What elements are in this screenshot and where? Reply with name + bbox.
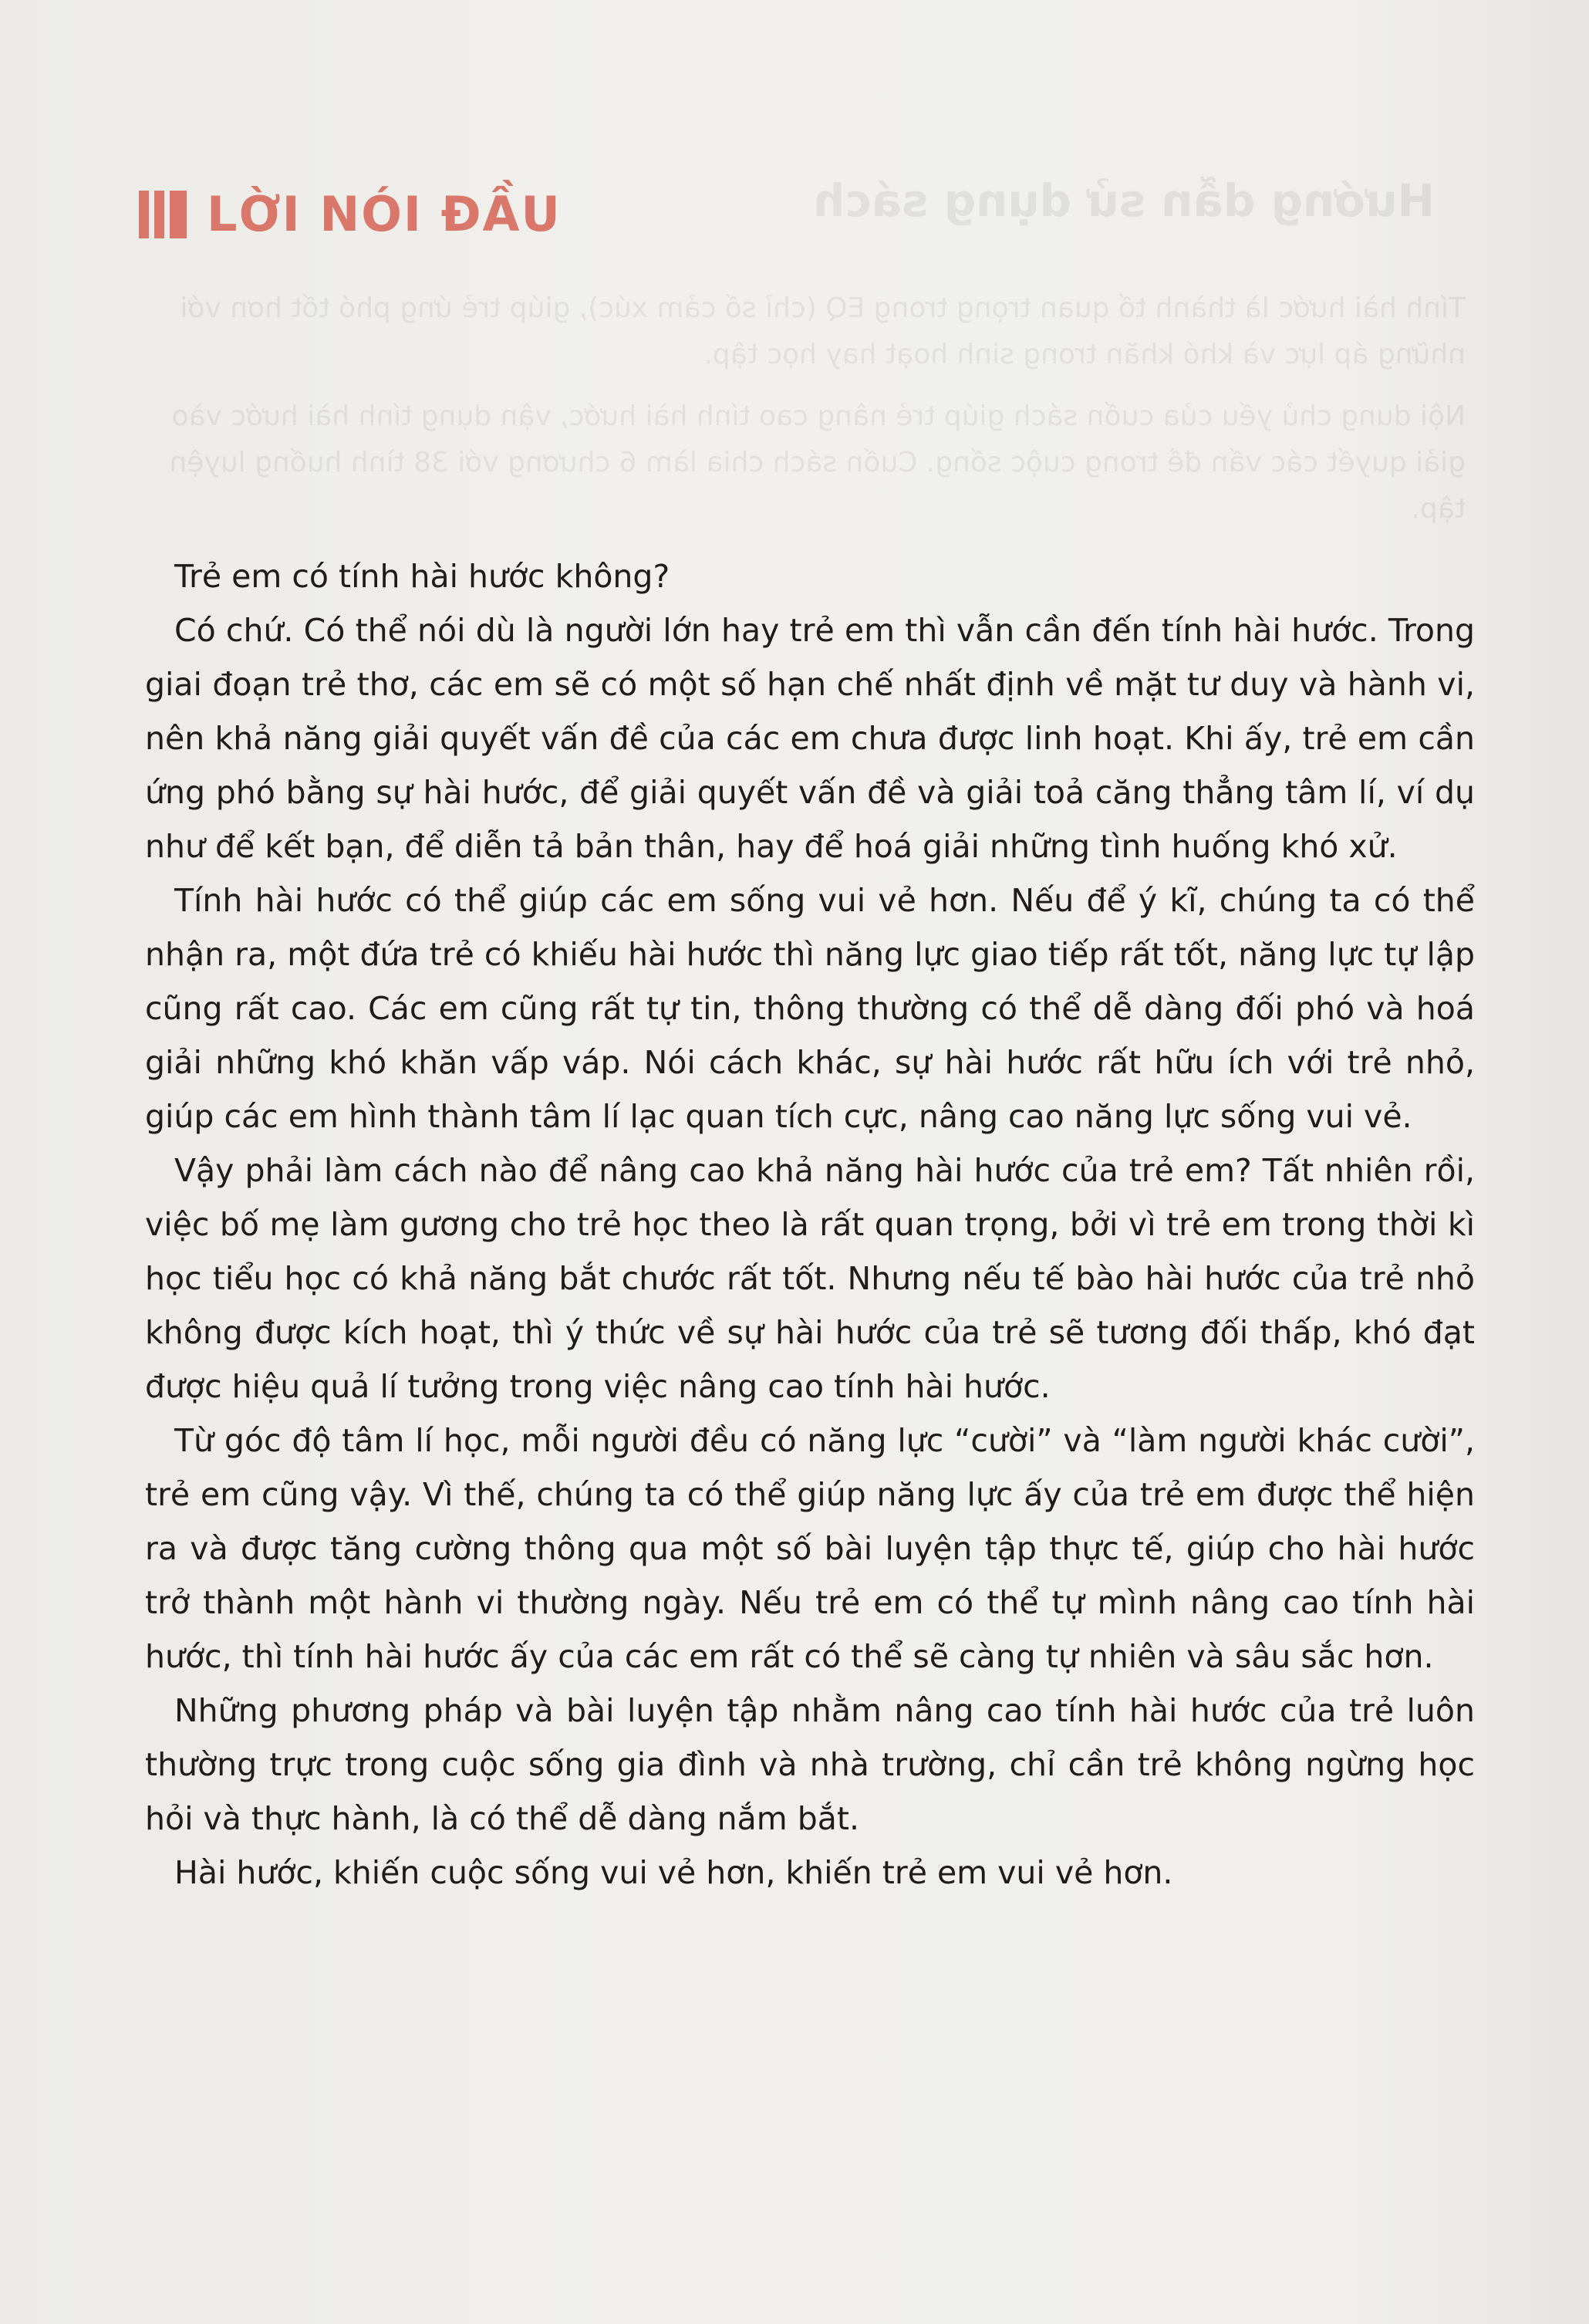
show-through-title: Hướng dẫn sử dụng sách — [813, 174, 1435, 227]
page-title: LỜI NÓI ĐẦU — [207, 186, 562, 242]
paragraph: Những phương pháp và bài luyện tập nhằm nâng cao tính hài hước của trẻ luôn thường trực trong cuộc sống gia đình và nhà trường, chỉ cần trẻ không ngừng học hỏi và thực hành, là có thể dễ dàng nắm bắt. — [145, 1692, 1475, 1837]
paragraph: Trẻ em có tính hài hước không? — [174, 558, 670, 595]
paragraph: Vậy phải làm cách nào để nâng cao khả năng hài hước của trẻ em? Tất nhiên rồi, việc bố mẹ làm gương cho trẻ học theo là rất quan trọng, bởi vì trẻ em trong thời kì học tiểu học có khả năng bắt chước rất tốt. Nhưng nếu tế bào hài hước của trẻ nhỏ không được kích hoạt, thì ý thức về sự hài hước của trẻ sẽ tương đối thấp, khó đạt được hiệu quả lí tưởng trong việc nâng cao tính hài hước. — [145, 1152, 1475, 1405]
show-through-line: Nội dung chủ yếu của cuốn sách giúp trẻ nâng cao tính hài hước, vận dụng tính hài hước vào giải quyết các vấn đề trong cuộc sống. Cuốn sách chia làm 6 chương với 38 tình huống luyện tập. — [169, 400, 1466, 525]
paragraph: Có chứ. Có thể nói dù là người lớn hay trẻ em thì vẫn cần đến tính hài hước. Trong giai đoạn trẻ thơ, các em sẽ có một số hạn chế nhất định về mặt tư duy và hành vi, nên khả năng giải quyết vấn đề của các em chưa được linh hoạt. Khi ấy, trẻ em cần ứng phó bằng sự hài hước, để giải quyết vấn đề và giải toả căng thẳng tâm lí, ví dụ như để kết bạn, để diễn tả bản thân, hay để hoá giải những tình huống khó xử. — [145, 612, 1475, 865]
paragraph: Tính hài hước có thể giúp các em sống vui vẻ hơn. Nếu để ý kĩ, chúng ta có thể nhận ra, một đứa trẻ có khiếu hài hước thì năng lực giao tiếp rất tốt, năng lực tự lập cũng rất cao. Các em cũng rất tự tin, thông thường có thể dễ dàng đối phó và hoá giải những khó khăn vấp váp. Nói cách khác, sự hài hước rất hữu ích với trẻ nhỏ, giúp các em hình thành tâm lí lạc quan tích cực, nâng cao năng lực sống vui vẻ. — [145, 882, 1475, 1135]
paragraph: Hài hước, khiến cuộc sống vui vẻ hơn, khiến trẻ em vui vẻ hơn. — [174, 1854, 1173, 1891]
preface-body — [145, 549, 1475, 1900]
show-through-line: Tính hài hước là thành tố quan trọng trong EQ (chỉ số cảm xúc), giúp trẻ ứng phó tốt hơn với những áp lực và khó khăn trong sinh hoạt hay học tập. — [180, 292, 1466, 370]
heading-bars-icon — [139, 191, 187, 238]
paragraph: Từ góc độ tâm lí học, mỗi người đều có năng lực “cười” và “làm người khác cười”, trẻ em cũng vậy. Vì thế, chúng ta có thể giúp năng lực ấy của trẻ em được thể hiện ra và được tăng cường thông qua một số bài luyện tập thực tế, giúp cho hài hước trở thành một hành vi thường ngày. Nếu trẻ em có thể tự mình nâng cao tính hài hước, thì tính hài hước ấy của các em rất có thể sẽ càng tự nhiên và sâu sắc hơn. — [145, 1422, 1475, 1675]
section-heading — [139, 184, 562, 245]
